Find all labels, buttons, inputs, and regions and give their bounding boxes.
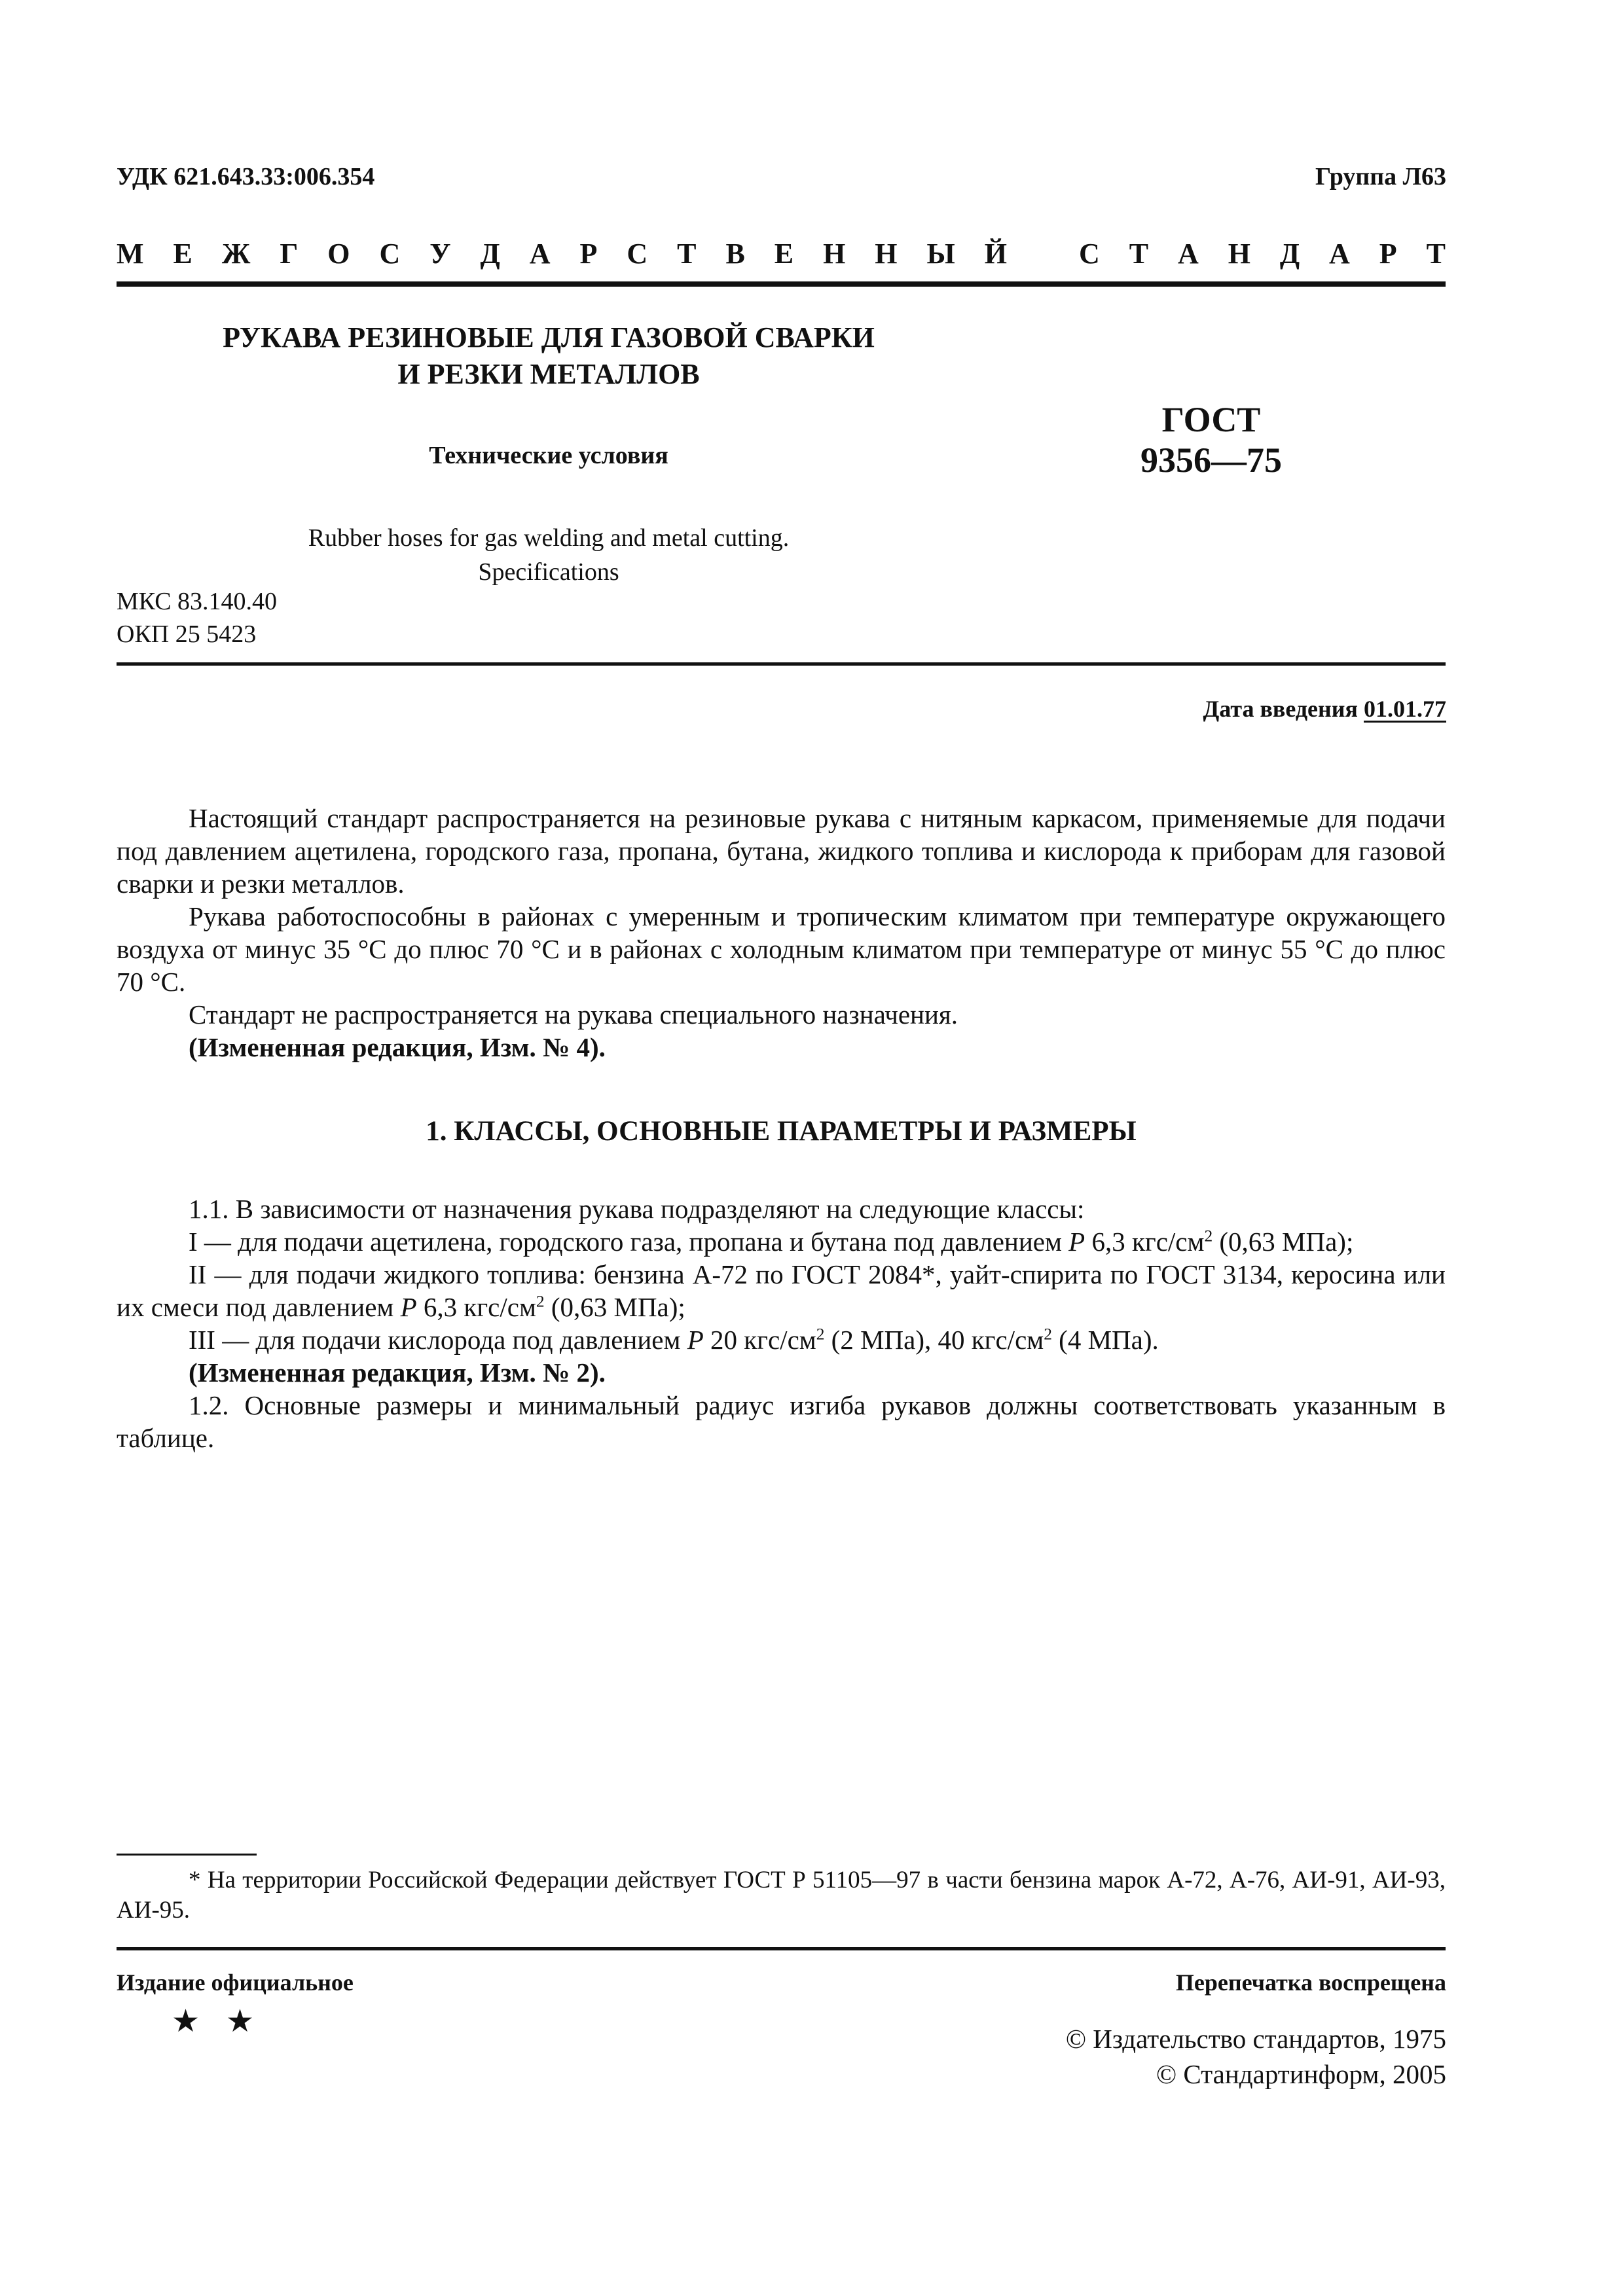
banner-letter: Е <box>774 238 794 270</box>
intro-date-label: Дата введения <box>1203 696 1358 722</box>
classification-codes <box>117 585 277 651</box>
group-code: Группа Л63 <box>1315 163 1446 190</box>
banner-letter: Е <box>173 238 192 270</box>
intro-section <box>117 802 1446 1064</box>
english-title-line-1: Rubber hoses for gas welding and metal cutting. <box>308 524 790 552</box>
copyright-1975: © Издательство стандартов, 1975 <box>1065 2024 1446 2054</box>
standard-banner <box>117 237 1446 270</box>
intro-paragraph-3: Стандарт не распространяется на рукава специального назначения. <box>189 999 958 1030</box>
mks-code: МКС 83.140.40 <box>117 588 278 615</box>
okp-code: ОКП 25 5423 <box>117 620 257 648</box>
banner-letter: Г <box>280 238 299 270</box>
copyright-block <box>1066 2021 1446 2092</box>
banner-word-standard <box>1079 237 1446 270</box>
banner-letter: Н <box>823 238 846 270</box>
title-line-2: И РЕЗКИ МЕТАЛЛОВ <box>397 358 700 390</box>
gost-block <box>1074 399 1349 480</box>
intro-date-value: 01.01.77 <box>1364 696 1446 722</box>
banner-letter: М <box>117 238 144 270</box>
udk-code: УДК 621.643.33:006.354 <box>117 163 375 190</box>
clause-1-1: 1.1. В зависимости от назначения рукава подразделяют на следующие классы: <box>189 1194 1085 1224</box>
intro-date <box>1203 695 1447 723</box>
banner-letter: Й <box>984 238 1007 270</box>
section-1-body <box>117 1193 1446 1454</box>
banner-letter: Д <box>1279 238 1300 270</box>
intro-amendment-note: (Измененная редакция, Изм. № 4). <box>189 1032 606 1062</box>
reprint-prohibited-label: Перепечатка воспрещена <box>1175 1969 1446 1996</box>
bottom-rule <box>117 1947 1446 1950</box>
section-1-heading: 1. КЛАССЫ, ОСНОВНЫЕ ПАРАМЕТРЫ И РАЗМЕРЫ <box>426 1116 1137 1147</box>
intro-paragraph-1: Настоящий стандарт распространяется на резиновые рукава с нитяным каркасом, применяемые для подачи под давлением ацетилена, городского газа, пропана, бутана, жидкого топлива и кислорода к приборам для газовой сварки и резки металлов. <box>117 803 1446 899</box>
subtitle: Технические условия <box>429 442 668 469</box>
footnote-rule <box>117 1854 257 1856</box>
gost-number: 9356—75 <box>1140 440 1282 480</box>
banner-letter: О <box>327 238 350 270</box>
star-marks-icon: ★★ <box>172 2004 281 2039</box>
banner-letter: С <box>627 238 648 270</box>
banner-letter: Т <box>677 238 697 270</box>
banner-letter: Д <box>480 238 500 270</box>
banner-word-interstate <box>117 237 1007 270</box>
class-ii-text: II — для подачи жидкого топлива: бензина А-72 по ГОСТ 2084*, уайт-спирита по ГОСТ 3134, керосина или их смеси под давлением Р 6,3 кгс/$см^2$ (0,63 МПа); <box>117 1259 1446 1322</box>
class-i-text: I — для подачи ацетилена, городского газа, пропана и бутана под давлением Р 6,3 кгс/$см^2$ (0,63 МПа); <box>189 1227 1354 1257</box>
banner-letter: Ж <box>221 238 251 270</box>
banner-letter: Н <box>875 238 898 270</box>
banner-letter: Р <box>1379 238 1397 270</box>
banner-letter: В <box>725 238 745 270</box>
banner-letter: Т <box>1426 238 1446 270</box>
intro-paragraph-2: Рукава работоспособны в районах с умеренным и тропическим климатом при температуре окружающего воздуха от минус 35 °С до плюс 70 °С и в районах с холодным климатом при температуре от минус 55 °С до плюс 70 °С. <box>117 901 1446 997</box>
english-title-line-2: Specifications <box>478 558 619 586</box>
banner-letter: Р <box>579 238 598 270</box>
codes-rule <box>117 662 1446 666</box>
banner-letter: А <box>1329 238 1350 270</box>
banner-letter: А <box>529 238 551 270</box>
banner-letter: У <box>429 238 451 270</box>
banner-letter: Ы <box>926 238 955 270</box>
footnote-text: * На территории Российской Федерации действует ГОСТ Р 51105—97 в части бензина марок А-72, А-76, АИ-91, АИ-93, АИ-95. <box>117 1867 1446 1924</box>
copyright-2005: © Стандартинформ, 2005 <box>1156 2059 1446 2089</box>
class-iii-text: III — для подачи кислорода под давлением Р 20 кгс/$см^2$ (2 МПа), 40 кгс/$см^2$ (4 МПа). <box>189 1325 1159 1355</box>
official-edition-label: Издание официальное <box>117 1969 354 1996</box>
header-rule <box>117 281 1446 287</box>
title-line-1: РУКАВА РЕЗИНОВЫЕ ДЛЯ ГАЗОВОЙ СВАРКИ <box>223 321 875 353</box>
section-1-amendment-note: (Измененная редакция, Изм. № 2). <box>189 1357 606 1388</box>
banner-letter: Т <box>1129 238 1149 270</box>
footnote <box>117 1865 1446 1926</box>
clause-1-2: 1.2. Основные размеры и минимальный радиус изгиба рукавов должны соответствовать указанным в таблице. <box>117 1390 1446 1453</box>
banner-letter: Н <box>1228 238 1250 270</box>
title-block <box>117 319 981 589</box>
banner-letter: С <box>1079 238 1100 270</box>
banner-letter: С <box>379 238 401 270</box>
gost-label: ГОСТ <box>1161 400 1261 439</box>
banner-letter: А <box>1177 238 1199 270</box>
